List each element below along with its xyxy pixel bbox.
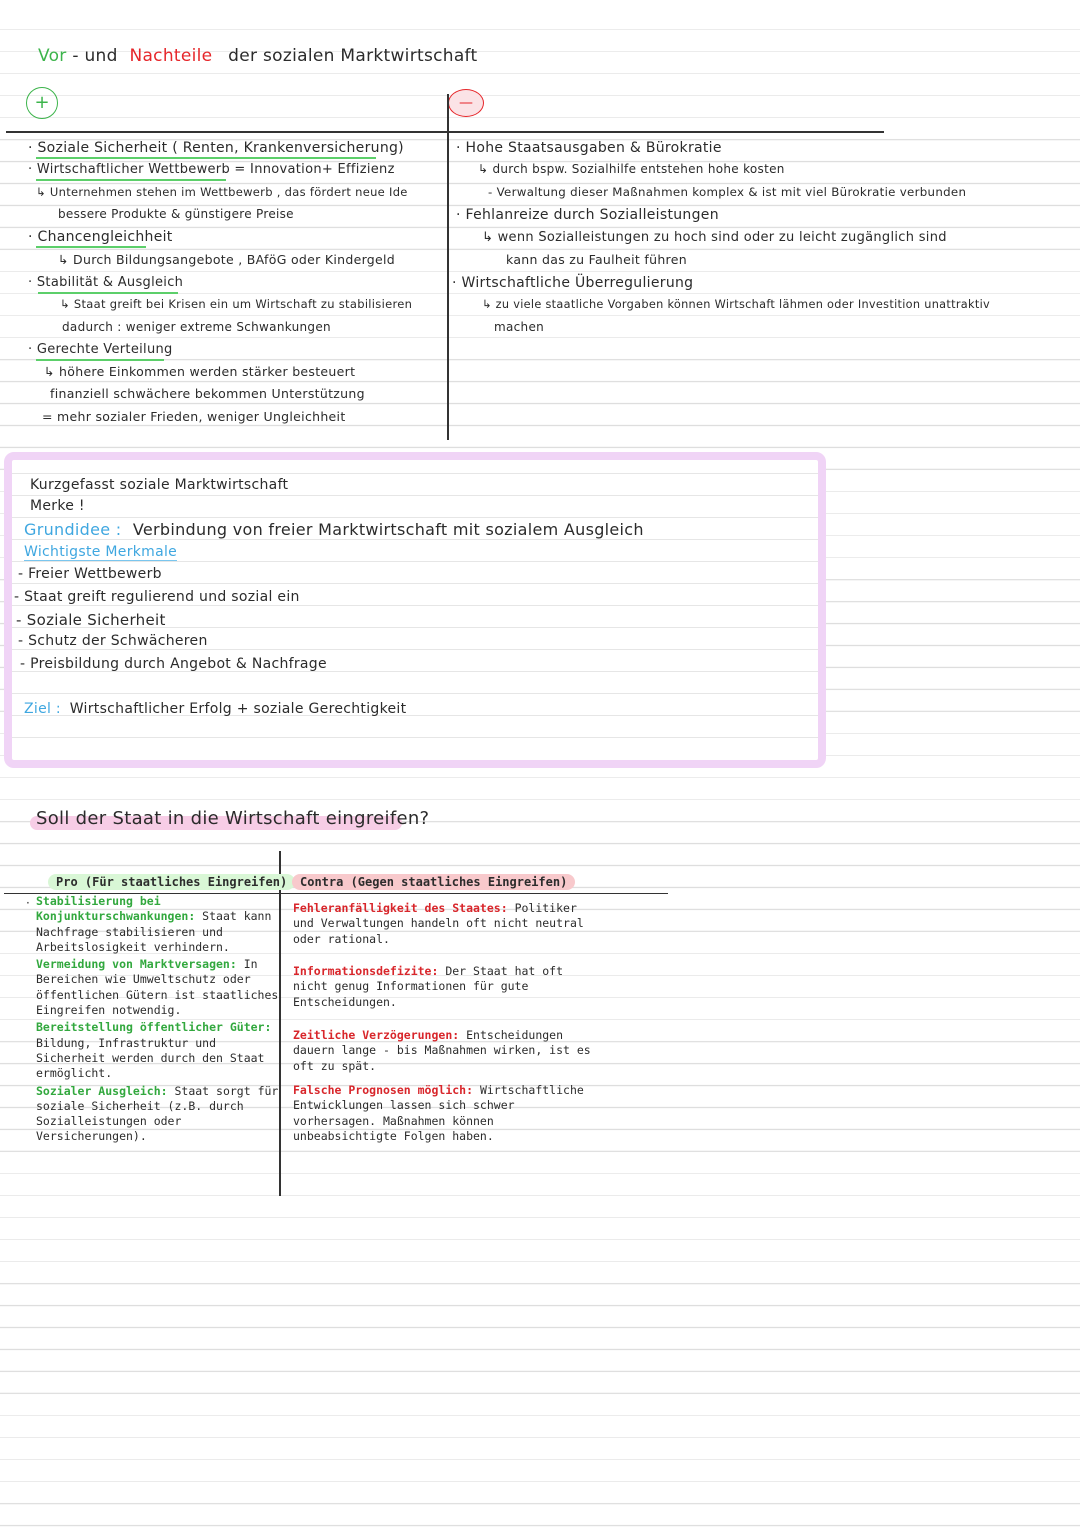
pro-header: Pro (Für staatliches Eingreifen) (48, 874, 295, 890)
pro-item-title: Stabilisierung bei Konjunkturschwankungen: (36, 894, 196, 924)
pro-item-title: Sozialer Ausgleich: (36, 1083, 168, 1098)
pro-line: · Wirtschaftlicher Wettbewerb = Innovation+ Effizienz (28, 162, 395, 177)
contra-item-text: Entscheidungen dauern lange - bis Maßnahmen wirken, ist es oft zu spät. (293, 1028, 591, 1073)
con-line: ↳ durch bspw. Sozialhilfe entstehen hohe kosten (478, 162, 785, 176)
pro-item (36, 894, 280, 955)
grundidee-label: Grundidee : (24, 520, 122, 539)
con-line: · Fehlanreize durch Sozialleistungen (456, 207, 719, 223)
grundidee-text: Verbindung von freier Marktwirtschaft mit sozialem Ausgleich (132, 520, 644, 539)
contra-item-text: Politiker und Verwaltungen handeln oft nicht neutral oder rational. (293, 901, 584, 946)
con-line: - Verwaltung dieser Maßnahmen komplex & ist mit viel Bürokratie verbunden (488, 185, 967, 199)
pro-item-title: Bereitstellung öffentlicher Güter: (36, 1020, 272, 1035)
con-line: · Hohe Staatsausgaben & Bürokratie (456, 140, 722, 156)
plus-circle-icon (26, 87, 58, 119)
tchart-horizontal-line (6, 131, 884, 133)
contra-item (293, 1083, 593, 1144)
underline-soziale-sicherheit (36, 157, 376, 159)
underline-stabilitaet (38, 292, 178, 294)
pro-line: · Gerechte Verteilung (28, 342, 173, 357)
underline-wettbewerb (36, 179, 226, 181)
contra-item (293, 901, 593, 947)
con-line: ↳ zu viele staatliche Vorgaben können Wirtschaft lähmen oder Investition unattraktiv (482, 298, 990, 311)
pro-line: = mehr sozialer Frieden, weniger Ungleichheit (42, 409, 346, 424)
pro-line: ↳ Unternehmen stehen im Wettbewerb , das fördert neue Ide (36, 185, 408, 199)
page-title (38, 46, 478, 66)
summary-box (4, 452, 826, 768)
underline-chancengleichheit (36, 246, 146, 248)
summary-grundidee (24, 520, 644, 539)
title-und: - und (72, 46, 118, 66)
merkmale-label: Wichtigste Merkmale (24, 544, 178, 560)
con-line: kann das zu Faulheit führen (506, 252, 687, 267)
pro-column (36, 894, 280, 1147)
contra-item-text: Wirtschaftliche Entwicklungen lassen sich schwer vorhersagen. Maßnahmen können unbeabsichtigte Folgen haben. (293, 1083, 584, 1143)
contra-item (293, 1028, 593, 1074)
pro-bullet: · (26, 896, 30, 910)
con-line: · Wirtschaftliche Überregulierung (452, 275, 694, 291)
plus-symbol: + (34, 92, 50, 113)
contra-item-title: Fehleranfälligkeit des Staates: (293, 901, 508, 915)
pro-item-text: Staat sorgt für soziale Sicherheit (z.B. durch Sozialleistungen oder Versicherungen). (36, 1083, 279, 1144)
title-vor: Vor (38, 46, 67, 66)
contra-header: Contra (Gegen staatliches Eingreifen) (292, 874, 575, 890)
pro-item (36, 957, 280, 1018)
con-line: ↳ wenn Sozialleistungen zu hoch sind oder zu leicht zugänglich sind (482, 230, 947, 245)
pro-line: ↳ Durch Bildungsangebote , BAföG oder Kindergeld (58, 252, 396, 267)
pro-line: · Soziale Sicherheit ( Renten, Krankenversicherung) (28, 140, 404, 156)
merkmal-item: - Staat greift regulierend und sozial ein (14, 589, 300, 605)
merkmal-item: - Schutz der Schwächeren (18, 633, 208, 649)
pro-item-text: Staat kann Nachfrage stabilisieren und Arbeitslosigkeit verhindern. (36, 909, 272, 954)
pro-item-text: In Bereichen wie Umweltschutz oder öffentlichen Gütern ist staatliches Eingreifen notwendig. (36, 957, 279, 1018)
tchart-vertical-line (447, 94, 449, 440)
pro-item-title: Vermeidung von Marktversagen: (36, 957, 237, 972)
contra-item-text: Der Staat hat oft nicht genug Informationen für gute Entscheidungen. (293, 964, 564, 1009)
summary-ziel (24, 701, 406, 717)
ziel-text: Wirtschaftlicher Erfolg + soziale Gerechtigkeit (69, 701, 407, 717)
pro-line: · Stabilität & Ausgleich (28, 275, 184, 290)
merkmal-item: - Preisbildung durch Angebot & Nachfrage (20, 656, 327, 672)
ziel-label: Ziel : (24, 701, 61, 717)
merkmal-item: - Freier Wettbewerb (18, 566, 162, 582)
summary-merke: Merke ! (30, 498, 85, 514)
pro-item-text: Bildung, Infrastruktur und Sicherheit werden durch den Staat ermöglicht. (36, 1035, 265, 1081)
underline-gerechte-verteilung (36, 359, 164, 361)
con-line: machen (494, 320, 545, 334)
contra-item-title: Informationsdefizite: (293, 964, 439, 978)
merkmal-item: - Soziale Sicherheit (16, 611, 166, 629)
pro-line: ↳ Staat greift bei Krisen ein um Wirtschaft zu stabilisieren (60, 297, 413, 311)
pro-line: dadurch : weniger extreme Schwankungen (62, 320, 331, 334)
title-rest: der sozialen Marktwirtschaft (228, 46, 478, 66)
contra-item-title: Zeitliche Verzögerungen: (293, 1028, 460, 1042)
contra-item-title: Falsche Prognosen möglich: (293, 1083, 474, 1097)
minus-symbol: — (459, 95, 473, 111)
pro-item (36, 1020, 280, 1081)
summary-heading: Kurzgefasst soziale Marktwirtschaft (30, 477, 289, 493)
pro-line: ↳ höhere Einkommen werden stärker besteuert (44, 364, 356, 379)
minus-circle-icon (448, 89, 484, 117)
title-nachteile: Nachteile (129, 46, 213, 66)
contra-item (293, 964, 593, 1010)
pro-item (36, 1084, 280, 1145)
pro-line: finanziell schwächere bekommen Unterstützung (50, 386, 365, 401)
question-title: Soll der Staat in die Wirtschaft eingreifen? (36, 808, 430, 829)
pro-line: · Chancengleichheit (28, 229, 173, 245)
pro-line: bessere Produkte & günstigere Preise (58, 207, 294, 221)
